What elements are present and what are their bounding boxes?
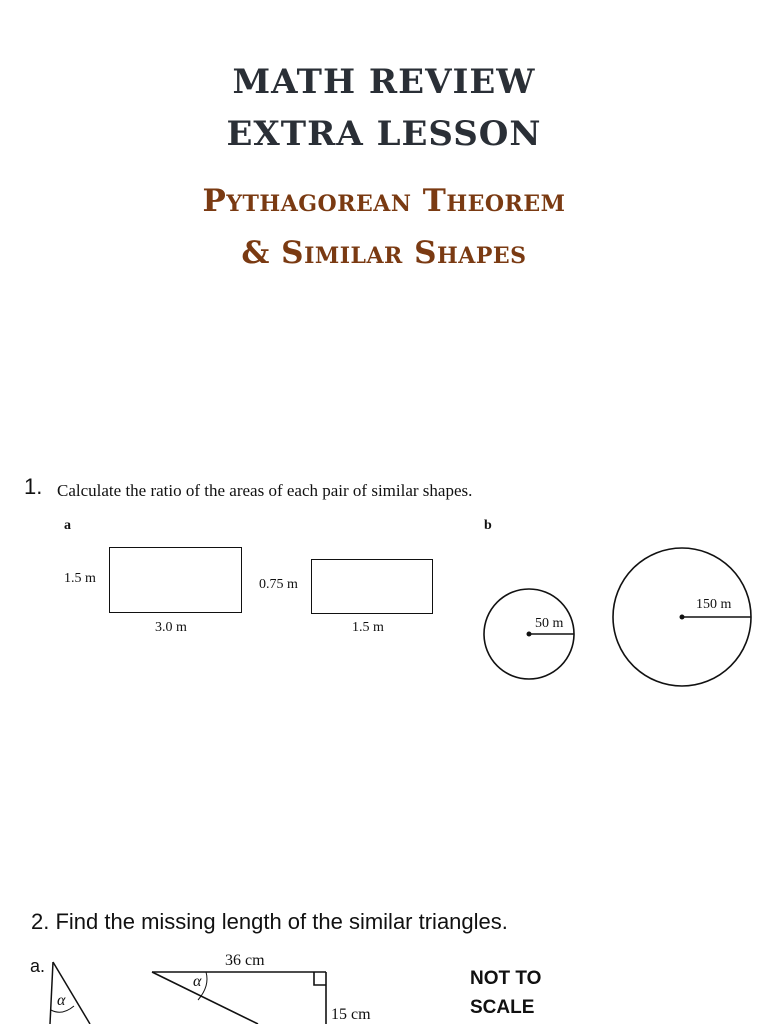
q1-part-a-label: a	[64, 518, 71, 533]
triangle-large-hyp	[152, 972, 258, 1024]
circle-large-radius-label: 150 m	[696, 597, 732, 612]
right-angle-marker	[314, 972, 326, 985]
title-line-1: MATH REVIEW	[232, 62, 536, 102]
question-1-number: 1.	[24, 474, 43, 499]
q2-part-a-label: a.	[30, 956, 46, 976]
question-2-text: 2. Find the missing length of the similar triangles.	[31, 909, 508, 934]
circle-small-radius-label: 50 m	[535, 616, 564, 631]
title-line-2: EXTRA LESSON	[226, 114, 542, 154]
rect1-width-label: 3.0 m	[155, 620, 187, 635]
triangle-small-left	[50, 962, 53, 1024]
note-line-2: SCALE	[470, 997, 535, 1018]
rect1-height-label: 1.5 m	[64, 571, 96, 586]
rect2-width-label: 1.5 m	[352, 620, 384, 635]
q1-part-b-label: b	[484, 518, 492, 533]
circle-large-center	[680, 615, 685, 620]
question-1-text: Calculate the ratio of the areas of each pair of similar shapes.	[57, 481, 473, 500]
subtitle-line-1: Pythagorean Theorem	[202, 183, 566, 219]
triangle-top-length-label: 36 cm	[225, 952, 265, 969]
subtitle-line-2: & Similar Shapes	[241, 235, 527, 271]
small-triangle-angle-label: α	[57, 992, 66, 1009]
triangle-side-length-label: 15 cm	[331, 1006, 371, 1023]
rect2-height-label: 0.75 m	[259, 577, 298, 592]
large-triangle-angle-label: α	[193, 973, 202, 990]
not-to-scale-note	[470, 964, 541, 1022]
circle-small-center	[527, 632, 532, 637]
note-line-1: NOT TO	[470, 968, 542, 989]
